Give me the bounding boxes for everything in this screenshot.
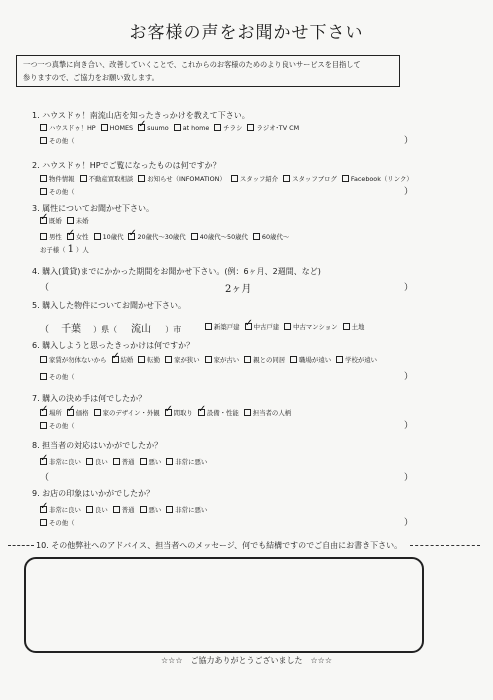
q2-option-label: 物件情報 [49, 175, 75, 183]
q8-open-paren: （ [40, 473, 50, 483]
q2-option[interactable] [40, 174, 75, 183]
footer-thanks: ☆☆☆ ご協力ありがとうございました ☆☆☆ [160, 656, 333, 665]
q6-label: 6. 購入しようと思ったきっかけは何ですか？ [32, 341, 195, 350]
q7-option[interactable] [198, 408, 239, 417]
q10-label: 10. その他弊社へのアドバイス、担当者へのメッセージ、何でも結構ですのでご自由にお書き下さい。 [36, 541, 403, 550]
q3row2-option-label: 40歳代〜50歳代 [199, 233, 248, 241]
q3row2-option[interactable] [128, 232, 185, 241]
q8-checkbox[interactable] [86, 458, 93, 465]
q9-other-checkbox[interactable] [40, 519, 47, 526]
q4-answer[interactable]: 2ヶ月 [225, 284, 252, 295]
q9-checkbox[interactable] [140, 506, 147, 513]
q8-option-label: 非常に良い [49, 458, 81, 466]
q3row2-checkbox[interactable] [94, 233, 101, 240]
q2-checkbox[interactable] [80, 175, 87, 182]
q9-close-paren: ） [404, 518, 414, 528]
q9-checkbox[interactable] [166, 506, 173, 513]
q7-option-label: 設備・性能 [206, 409, 239, 417]
q3row1-option-label: 既婚 [49, 217, 62, 225]
q10-dash-right [410, 545, 480, 546]
q5-checkbox[interactable] [343, 323, 350, 330]
q2-option[interactable] [342, 174, 413, 183]
q5-option[interactable] [205, 322, 240, 331]
q9-option-label: 良い [94, 506, 108, 514]
q8-option-label: 悪い [148, 458, 162, 466]
q6-option[interactable] [112, 355, 134, 364]
q3row2-option[interactable] [40, 232, 62, 241]
q2-other-label: その他（ [49, 188, 75, 196]
q8-option[interactable] [166, 457, 207, 466]
q7-checkbox[interactable] [244, 409, 251, 416]
q5-city-value[interactable]: 流山 [131, 324, 152, 335]
q2-option[interactable] [80, 174, 134, 183]
q3row2-option[interactable] [191, 232, 248, 241]
q6-checkbox[interactable] [138, 356, 145, 363]
q7-other [40, 421, 75, 430]
q3-children-suffix: ）人 [76, 246, 89, 254]
q5-pref-suffix: ）県（ [93, 325, 118, 334]
q1-option[interactable] [174, 124, 210, 132]
q5-location: （ 千葉 ）県（ 流山 ）市 [40, 324, 182, 335]
q3row1-option[interactable] [40, 216, 62, 225]
q1-option[interactable] [101, 124, 133, 132]
q6-checkbox[interactable] [112, 356, 119, 363]
q8-checkbox[interactable] [113, 458, 120, 465]
q1-checkbox[interactable] [138, 124, 145, 131]
q9-option[interactable] [166, 505, 207, 514]
q3row2-option-label: 男性 [49, 233, 62, 241]
q5-checkbox[interactable] [284, 323, 291, 330]
q1-option[interactable] [214, 123, 242, 132]
q9-option[interactable] [40, 505, 81, 514]
q6-checkbox[interactable] [336, 356, 343, 363]
q2-checkbox[interactable] [138, 175, 145, 182]
q7-options [40, 408, 296, 417]
q10-comment-box[interactable] [24, 557, 424, 653]
intro-line-1: 一つ一つ真摯に向き合い、改善していくことで、これからのお客様のためのより良いサービスを目指して [23, 60, 361, 69]
q7-close-paren: ） [404, 421, 414, 431]
q6-option[interactable] [40, 355, 107, 364]
q2-option[interactable] [138, 174, 226, 183]
q2-label: 2. ハウスドゥ！HPでご覧になったものは何ですか？ [32, 161, 221, 170]
q1-option-label: at home [182, 124, 210, 132]
q9-option[interactable] [86, 505, 108, 514]
q1-checkbox[interactable] [40, 124, 47, 131]
q8-checkbox[interactable] [166, 458, 173, 465]
q5-option[interactable] [284, 322, 337, 331]
q2-options [40, 174, 418, 183]
q7-option[interactable] [94, 408, 160, 417]
q3row2-option[interactable] [94, 232, 124, 241]
q2-checkbox[interactable] [283, 175, 290, 182]
q4-close-paren: ） [404, 283, 414, 293]
q2-other [40, 187, 75, 196]
q3-row2 [40, 232, 294, 241]
q9-options [40, 505, 212, 514]
q8-option[interactable] [86, 457, 108, 466]
q5-option[interactable] [343, 322, 365, 331]
q7-option[interactable] [244, 408, 291, 417]
q2-option-label: お知らせ（INFOMATION） [147, 175, 226, 183]
q9-other-label: その他（ [49, 519, 75, 527]
q1-option-label: チラシ [223, 124, 243, 132]
q7-option-label: 場所 [49, 409, 62, 417]
q3row2-option-label: 10歳代 [102, 233, 124, 241]
q9-other [40, 518, 75, 527]
q3row2-option[interactable] [253, 232, 289, 241]
q2-checkbox[interactable] [342, 175, 349, 182]
q7-option[interactable] [40, 408, 62, 417]
q1-checkbox[interactable] [214, 124, 221, 131]
q4-label: 4. 購入(賃貸)までにかかった期間をお聞かせ下さい。(例：6ヶ月、2週間、など) [32, 267, 321, 276]
q3-children [40, 244, 89, 255]
q2-checkbox[interactable] [40, 175, 47, 182]
q9-checkbox[interactable] [86, 506, 93, 513]
q9-option-label: 非常に悪い [175, 506, 208, 514]
q9-option-label: 非常に良い [49, 506, 81, 514]
page-title: お客様の声をお聞かせ下さい [129, 23, 364, 43]
q9-checkbox[interactable] [40, 506, 47, 513]
q1-option[interactable] [40, 123, 96, 132]
q3-children-label: お子様（ [40, 246, 66, 254]
q6-option[interactable] [244, 355, 285, 364]
q3-children-value[interactable]: 1 [67, 244, 74, 255]
q2-other-checkbox[interactable] [40, 188, 47, 195]
q7-other-label: その他（ [49, 422, 75, 430]
q1-options [40, 123, 304, 132]
q6-close-paren: ） [404, 372, 414, 382]
q6-checkbox[interactable] [40, 356, 47, 363]
q6-other [40, 372, 75, 381]
q8-option[interactable] [40, 457, 81, 466]
intro-box [16, 55, 400, 87]
q1-option-label: suumo [147, 124, 169, 132]
q6-option[interactable] [138, 355, 160, 364]
q6-option-label: 家が狭い [174, 356, 200, 364]
q2-option[interactable] [283, 174, 337, 183]
q6-checkbox[interactable] [244, 356, 251, 363]
q1-close-paren: ） [404, 136, 414, 146]
q2-option-label: スタッフブログ [292, 175, 337, 183]
q7-checkbox[interactable] [198, 409, 205, 416]
q7-option-label: 価格 [75, 409, 89, 417]
q6-option[interactable] [336, 355, 377, 364]
q8-option[interactable] [113, 457, 135, 466]
q5-option-label: 中古戸建 [253, 323, 280, 331]
q2-checkbox[interactable] [231, 175, 238, 182]
q8-close-paren: ） [404, 473, 414, 483]
q7-option-label: 家のデザイン・外観 [102, 409, 160, 417]
q6-other-label: その他（ [49, 373, 75, 381]
q6-option-label: 転勤 [147, 356, 161, 364]
q1-checkbox[interactable] [101, 124, 108, 131]
q7-option-label: 間取り [173, 409, 193, 417]
q6-checkbox[interactable] [290, 356, 297, 363]
q5-checkbox[interactable] [245, 323, 252, 330]
q7-option[interactable] [67, 408, 89, 417]
q8-checkbox[interactable] [40, 458, 47, 465]
q5-option[interactable] [245, 322, 280, 331]
q3row2-option-label: 20歳代〜30歳代 [137, 233, 186, 241]
q9-checkbox[interactable] [113, 506, 120, 513]
q5-city-suffix: ）市 [165, 325, 182, 334]
q9-option-label: 普通 [121, 506, 135, 514]
q6-option[interactable] [205, 355, 240, 364]
q3row1-option[interactable] [67, 216, 89, 225]
q6-checkbox[interactable] [165, 356, 172, 363]
q5-pref-value[interactable]: 千葉 [61, 324, 82, 335]
q7-other-checkbox[interactable] [40, 422, 47, 429]
q7-checkbox[interactable] [165, 409, 172, 416]
q3row2-checkbox[interactable] [67, 233, 74, 240]
q1-option-label: ラジオ･TV CM [256, 124, 300, 132]
q9-label: 9. お店の印象はいかがでしたか？ [32, 489, 155, 498]
q1-other [40, 136, 75, 145]
q3row1-checkbox[interactable] [67, 217, 74, 224]
q3row2-option[interactable] [67, 232, 89, 241]
q6-option[interactable] [290, 355, 331, 364]
q3row2-checkbox[interactable] [40, 233, 47, 240]
q3row2-option-label: 女性 [75, 233, 89, 241]
q2-option-label: Facebook（リンク） [350, 175, 413, 183]
q1-other-label: その他（ [49, 137, 75, 145]
q1-option-label: ハウスドゥ！HP [49, 124, 96, 132]
q6-checkbox[interactable] [205, 356, 212, 363]
q3row2-option-label: 60歳代〜 [261, 233, 290, 241]
q3-row1 [40, 216, 94, 225]
q8-option[interactable] [140, 457, 162, 466]
q6-option-label: 親との同居 [253, 356, 286, 364]
q9-option-label: 悪い [148, 506, 162, 514]
q1-other-checkbox[interactable] [40, 137, 47, 144]
q3row1-option-label: 未婚 [75, 217, 89, 225]
q5-options [205, 322, 369, 331]
q4-open-paren: （ [40, 283, 50, 293]
q3-label: 3. 属性についてお聞かせ下さい。 [32, 204, 155, 213]
q7-checkbox[interactable] [94, 409, 101, 416]
q1-option[interactable] [247, 123, 299, 132]
q3row2-checkbox[interactable] [253, 233, 260, 240]
q6-option-label: 家賃が勿体ないから [49, 356, 107, 364]
q8-option-label: 普通 [121, 458, 135, 466]
q9-option[interactable] [140, 505, 162, 514]
q1-label: 1. ハウスドゥ！南流山店を知ったきっかけを教えて下さい。 [32, 111, 250, 120]
q7-option-label: 担当者の人柄 [252, 409, 292, 417]
q6-option-label: 家が古い [213, 356, 240, 364]
q6-option-label: 学校が遠い [345, 356, 378, 364]
q6-option-label: 職場が遠い [299, 356, 332, 364]
q8-option-label: 非常に悪い [175, 458, 208, 466]
q8-options [40, 457, 212, 466]
intro-line-2: 参りますので、ご協力をお願い致します。 [23, 73, 159, 82]
q1-checkbox[interactable] [174, 124, 181, 131]
q7-label: 7. 購入の決め手は何でしたか？ [32, 394, 147, 403]
q3row2-checkbox[interactable] [191, 233, 198, 240]
q7-option[interactable] [165, 408, 193, 417]
q10-dash-left [8, 545, 34, 546]
q5-checkbox[interactable] [205, 323, 212, 330]
q5-option-label: 新築戸建 [214, 323, 240, 331]
q2-close-paren: ） [404, 187, 414, 197]
q2-option-label: 不動産買取相談 [88, 175, 134, 183]
q7-checkbox[interactable] [67, 409, 74, 416]
q3row2-checkbox[interactable] [128, 233, 135, 240]
q5-option-label: 中古マンション [293, 323, 338, 331]
q6-options [40, 355, 382, 364]
q6-other-checkbox[interactable] [40, 373, 47, 380]
q1-checkbox[interactable] [247, 124, 254, 131]
q5-option-label: 土地 [351, 323, 365, 331]
q1-option-label: HOMES [109, 124, 134, 132]
q7-checkbox[interactable] [40, 409, 47, 416]
q8-checkbox[interactable] [140, 458, 147, 465]
q8-label: 8. 担当者の対応はいかがでしたか？ [32, 441, 163, 450]
q5-label: 5. 購入した物件についてお聞かせ下さい。 [32, 301, 187, 310]
q2-option-label: スタッフ紹介 [239, 175, 279, 183]
q1-option[interactable] [138, 124, 169, 132]
q9-option[interactable] [113, 505, 135, 514]
q3row1-checkbox[interactable] [40, 217, 47, 224]
q6-option-label: 結婚 [120, 356, 134, 364]
q8-option-label: 良い [94, 458, 108, 466]
q2-option[interactable] [231, 174, 278, 183]
q6-option[interactable] [165, 355, 200, 364]
